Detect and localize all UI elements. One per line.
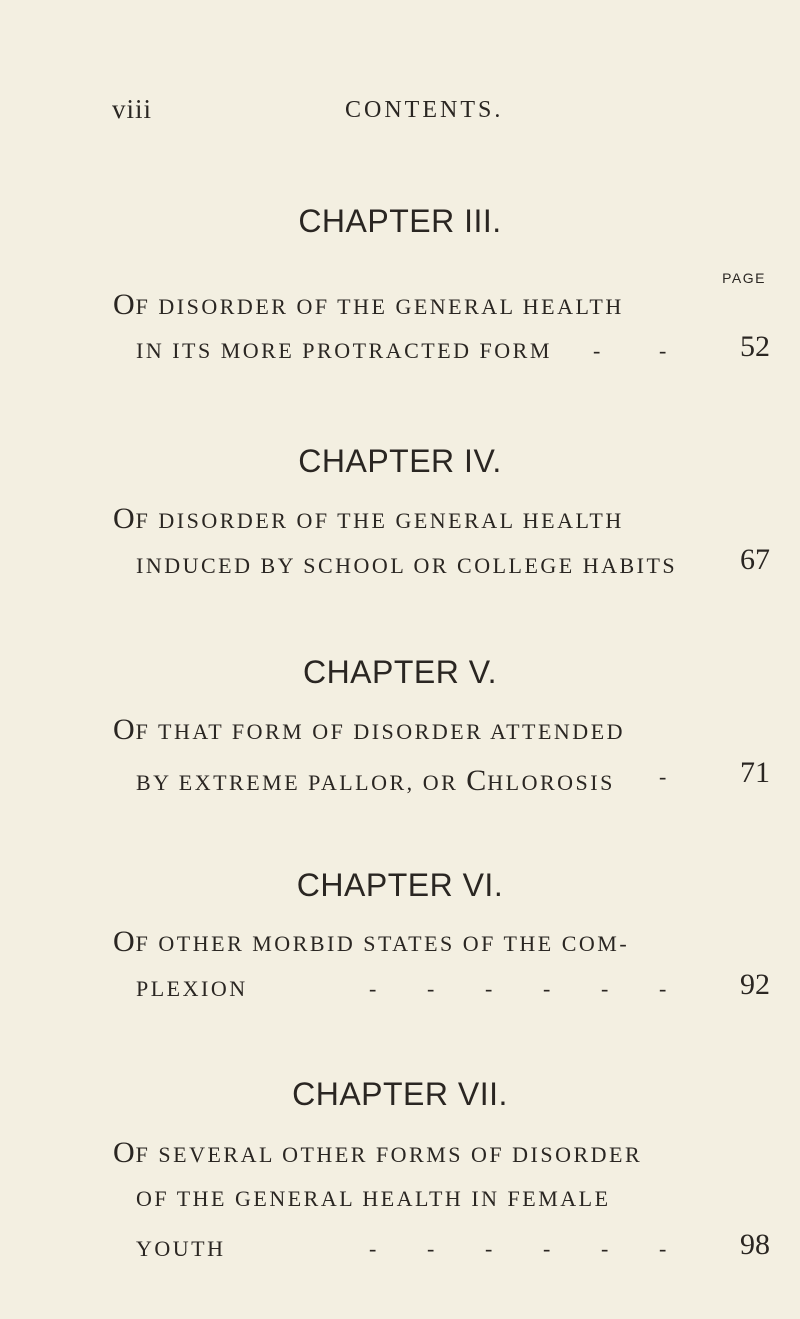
leader-dash: - <box>659 1236 669 1261</box>
leader-dash: - <box>485 976 495 1001</box>
entry-line <box>113 713 673 747</box>
page-folio: viii <box>112 94 153 124</box>
chapter-heading: CHAPTER IV. <box>298 443 502 479</box>
entry-line <box>136 1186 673 1212</box>
leader-dash: - <box>659 338 669 363</box>
entry-text: PLEXION <box>136 976 248 1001</box>
entry-line <box>136 764 673 798</box>
entry-line <box>113 925 673 959</box>
entry-text: OF DISORDER OF THE GENERAL HEALTH <box>113 288 624 321</box>
entry-text: OF DISORDER OF THE GENERAL HEALTH <box>113 502 624 535</box>
entry-line <box>136 553 678 579</box>
running-title: CONTENTS. <box>345 97 504 123</box>
page-number: 67 <box>740 543 770 576</box>
entry-text: YOUTH <box>136 1236 226 1261</box>
entry-text: BY EXTREME PALLOR, OR CHLOROSIS <box>136 764 615 797</box>
entry-text: OF THAT FORM OF DISORDER ATTENDED <box>113 713 626 746</box>
page-number: 71 <box>740 756 770 789</box>
leader-dash: - <box>593 338 603 363</box>
chapter-heading: CHAPTER VII. <box>292 1076 508 1112</box>
leader-dashes <box>369 976 673 1002</box>
leader-dashes <box>369 1236 673 1262</box>
page-number: 92 <box>740 968 770 1001</box>
leader-dash: - <box>427 976 437 1001</box>
leader-dash: - <box>485 1236 495 1261</box>
page-number: 52 <box>740 330 770 363</box>
leader-dash: - <box>369 1236 379 1261</box>
leader-dash: - <box>659 976 669 1001</box>
leader-dash: - <box>543 976 553 1001</box>
running-head <box>0 94 800 134</box>
leader-dash: - <box>369 976 379 1001</box>
entry-text: IN ITS MORE PROTRACTED FORM <box>136 338 552 363</box>
entry-text: OF SEVERAL OTHER FORMS OF DISORDER <box>113 1136 643 1169</box>
chapter-heading: CHAPTER V. <box>302 654 498 690</box>
entry-text: INDUCED BY SCHOOL OR COLLEGE HABITS <box>136 553 678 578</box>
chapter-heading: CHAPTER III. <box>298 203 502 239</box>
entry-line <box>113 288 673 322</box>
chapter-heading: CHAPTER VI. <box>296 867 504 903</box>
entry-line <box>113 1136 673 1170</box>
entry-text: OF THE GENERAL HEALTH IN FEMALE <box>136 1186 611 1211</box>
leader-dash: - <box>543 1236 553 1261</box>
page-column-label: PAGE <box>722 270 766 286</box>
leader-dash: - <box>659 764 669 789</box>
entry-line <box>136 338 673 364</box>
entry-text: OF OTHER MORBID STATES OF THE COM- <box>113 925 630 958</box>
leader-dash: - <box>427 1236 437 1261</box>
leader-dash: - <box>601 976 611 1001</box>
page-number: 98 <box>740 1228 770 1261</box>
entry-line <box>136 976 673 1002</box>
entry-line <box>136 1236 673 1262</box>
leader-dash: - <box>601 1236 611 1261</box>
entry-line <box>113 502 673 536</box>
